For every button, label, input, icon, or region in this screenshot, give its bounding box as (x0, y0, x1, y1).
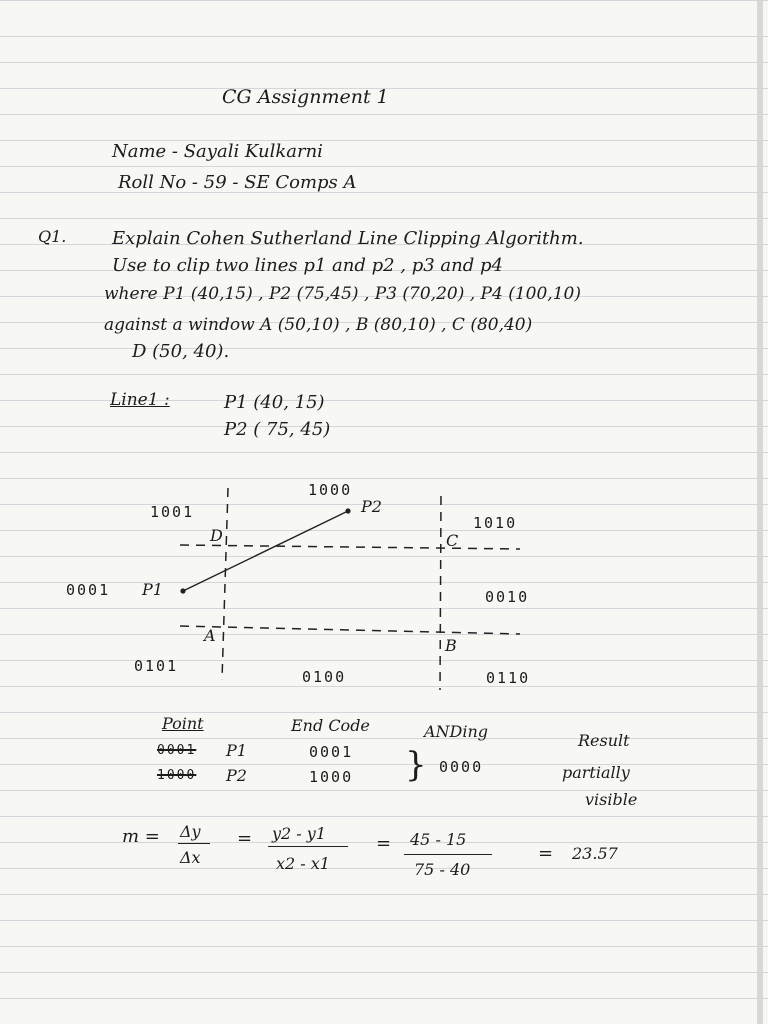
line1-p1: P1 (40, 15) (224, 392, 325, 413)
slope-numerator: 45 - 15 (410, 830, 467, 849)
fraction-bar (404, 854, 492, 855)
corner-label-c: C (446, 531, 459, 550)
curly-brace: } (405, 745, 427, 785)
table-row-point: P1 (226, 741, 247, 760)
question-line-2: Use to clip two lines p1 and p2 , p3 and p4 (112, 255, 503, 276)
line1-p2: P2 ( 75, 45) (224, 419, 331, 440)
region-code-1010: 1010 (473, 514, 518, 532)
fraction-bar (178, 843, 210, 844)
equals-sign: = (538, 843, 554, 864)
window-left-edge (222, 488, 228, 680)
question-line-1: Explain Cohen Sutherland Line Clipping Algorithm. (112, 228, 584, 249)
table-row-crossed-code: 1000 (157, 768, 197, 783)
equals-sign: = (376, 833, 392, 854)
slope-delta-y: Δy (180, 822, 201, 841)
point-p1-dot (180, 588, 185, 593)
window-bottom-edge (180, 626, 520, 634)
region-code-0001: 0001 (66, 581, 111, 599)
region-code-0101: 0101 (134, 657, 179, 675)
slope-denominator: 75 - 40 (414, 860, 471, 879)
student-name: Name - Sayali Kulkarni (112, 141, 323, 162)
region-code-0110: 0110 (486, 669, 531, 687)
slope-y-formula: y2 - y1 (272, 824, 327, 843)
point-label-p2: P2 (361, 497, 382, 516)
window-right-edge (440, 496, 441, 690)
table-row-code: 0001 (309, 743, 354, 761)
corner-label-a: A (204, 626, 216, 645)
anding-result: 0000 (439, 758, 484, 776)
table-header-end-code: End Code (291, 716, 370, 735)
result-line-2: visible (585, 790, 638, 809)
equals-sign: = (237, 828, 253, 849)
corner-label-d: D (210, 526, 223, 545)
region-code-1001: 1001 (150, 503, 195, 521)
assignment-title: CG Assignment 1 (222, 86, 389, 108)
line1-heading: Line1 : (110, 390, 170, 410)
region-code-0010: 0010 (485, 588, 530, 606)
window-top-edge (180, 545, 520, 549)
table-header-result: Result (578, 731, 630, 750)
line-p1-p2 (183, 511, 348, 591)
point-p2-dot (345, 508, 350, 513)
slope-x-formula: x2 - x1 (276, 854, 330, 873)
region-code-0100: 0100 (302, 668, 347, 686)
table-header-point: Point (162, 714, 204, 733)
table-row-point: P2 (226, 766, 247, 785)
point-label-p1: P1 (142, 580, 163, 599)
fraction-bar (268, 846, 348, 847)
region-code-1000: 1000 (308, 481, 353, 499)
result-line-1: partially (562, 763, 630, 782)
question-line-5: D (50, 40). (132, 341, 230, 362)
question-line-4: against a window A (50,10) , B (80,10) , C (80,40) (104, 315, 533, 335)
table-header-anding: ANDing (424, 722, 489, 741)
table-row-crossed-code: 0001 (157, 743, 197, 758)
question-line-3: where P1 (40,15) , P2 (75,45) , P3 (70,20) , P4 (100,10) (104, 284, 581, 304)
corner-label-b: B (445, 636, 457, 655)
roll-number: Roll No - 59 - SE Comps A (118, 172, 357, 193)
question-number: Q1. (38, 227, 67, 246)
slope-result: 23.57 (572, 844, 618, 863)
slope-delta-x: Δx (180, 848, 201, 867)
table-row-code: 1000 (309, 768, 354, 786)
slope-lhs: m = (122, 826, 160, 847)
